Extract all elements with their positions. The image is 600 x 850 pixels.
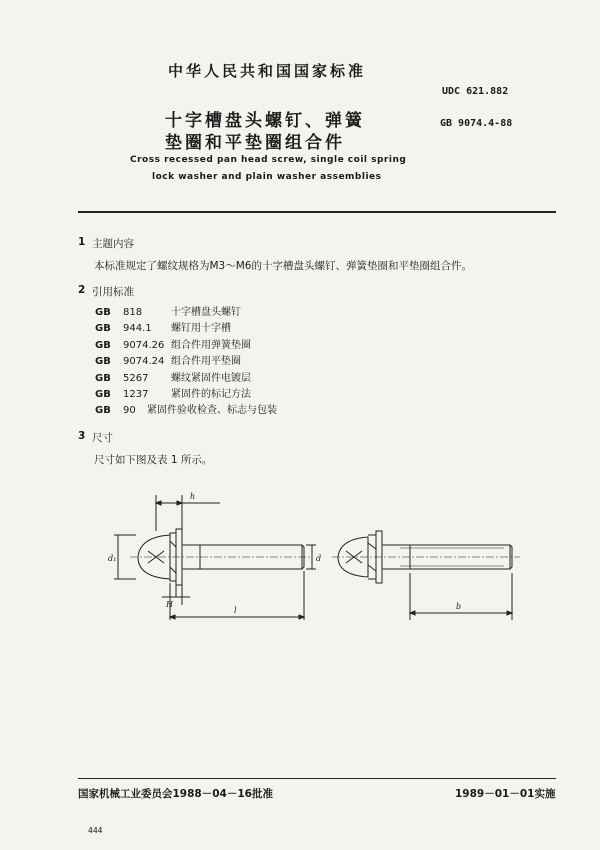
title-en-line-2: lock washer and plain washer assemblies — [152, 172, 382, 182]
standard-code: GB 9074.4-88 — [440, 118, 513, 129]
reference-item — [95, 387, 277, 403]
reference-prefix: GB — [95, 323, 111, 335]
reference-prefix: GB — [95, 356, 111, 368]
reference-title: 螺钉用十字槽 — [171, 323, 231, 335]
reference-prefix: GB — [95, 372, 111, 384]
page-number: 444 — [88, 826, 103, 835]
reference-list — [95, 305, 277, 420]
reference-code: 944.1 — [123, 323, 152, 335]
reference-item — [95, 371, 277, 387]
dim-label-H: H — [166, 600, 173, 609]
section-1-number: 1 — [78, 236, 86, 248]
reference-code: 9074.24 — [123, 356, 165, 368]
title-cn-line-1: 十字槽盘头螺钉、弹簧 — [165, 111, 365, 131]
assembly-drawing — [100, 485, 530, 635]
reference-prefix: GB — [95, 405, 111, 417]
reference-code: 1237 — [123, 389, 149, 401]
reference-title: 紧固件验收检查、标志与包装 — [147, 405, 277, 417]
section-3-text: 尺寸如下图及表 1 所示。 — [94, 454, 213, 466]
reference-code: 818 — [123, 307, 143, 318]
reference-title: 螺纹紧固件电镀层 — [171, 372, 251, 384]
section-1-text: 本标准规定了螺纹规格为M3～M6的十字槽盘头螺钉、弹簧垫圈和平垫圈组合件。 — [94, 260, 472, 272]
assembly-right-view — [332, 531, 520, 620]
dim-label-l: l — [234, 606, 237, 615]
section-3-heading: 尺寸 — [92, 432, 113, 444]
approval-date: 国家机械工业委员会1988－04－16批准 — [78, 788, 273, 800]
dim-label-b: b — [456, 602, 462, 611]
reference-title: 组合件用平垫圈 — [171, 356, 241, 368]
reference-prefix: GB — [95, 339, 111, 351]
reference-item — [95, 305, 277, 321]
footer-divider — [78, 778, 556, 779]
dim-label-d1: d₁ — [108, 554, 117, 563]
title-cn-line-2: 垫圈和平垫圈组合件 — [165, 133, 345, 153]
reference-code: 9074.26 — [123, 339, 165, 351]
assembly-left-view — [114, 495, 316, 620]
header-divider — [78, 211, 556, 213]
section-2-number: 2 — [78, 284, 86, 296]
dim-label-h: h — [190, 492, 196, 501]
reference-title: 十字槽盘头螺钉 — [171, 307, 241, 318]
reference-title: 紧固件的标记方法 — [171, 389, 251, 401]
section-1-heading: 主题内容 — [92, 238, 134, 250]
reference-title: 组合件用弹簧垫圈 — [171, 339, 251, 351]
title-en-line-1: Cross recessed pan head screw, single coil spring — [130, 155, 407, 165]
reference-code: 5267 — [123, 372, 149, 384]
reference-prefix: GB — [95, 307, 111, 318]
implementation-date: 1989－01－01实施 — [455, 788, 556, 800]
section-2-heading: 引用标准 — [92, 286, 134, 298]
issuing-organization: 中华人民共和国国家标准 — [168, 62, 367, 80]
reference-item — [95, 338, 277, 354]
reference-code: 90 — [123, 405, 136, 417]
udc-code: UDC 621.882 — [442, 86, 509, 97]
reference-item — [95, 354, 277, 370]
section-3-number: 3 — [78, 430, 86, 442]
reference-prefix: GB — [95, 389, 111, 401]
dim-label-d: d — [316, 554, 322, 563]
reference-item — [95, 321, 277, 337]
reference-item — [95, 403, 277, 419]
